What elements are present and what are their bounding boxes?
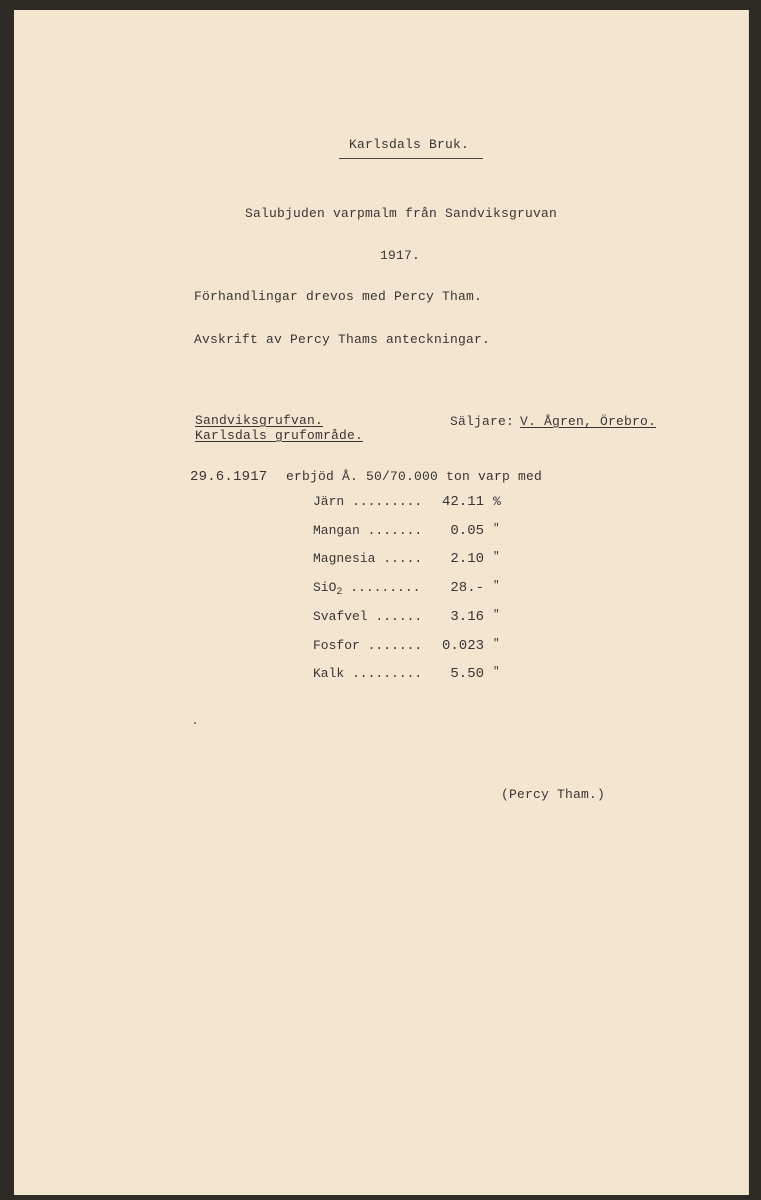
analysis-element-name: Järn ......... <box>313 494 423 509</box>
analysis-row <box>313 551 533 569</box>
analysis-value: 42.11 <box>441 494 484 510</box>
signature: (Percy Tham.) <box>501 787 606 802</box>
document-year: 1917. <box>380 248 421 263</box>
analysis-row <box>313 580 533 598</box>
analysis-row <box>313 609 533 627</box>
analysis-value: 5.50 <box>450 666 484 683</box>
document-page <box>14 10 749 1195</box>
analysis-value: 0.05 <box>450 522 484 539</box>
analysis-element-name <box>313 580 420 598</box>
analysis-element-subscript: 2 <box>336 587 343 599</box>
analysis-value: 3.16 <box>450 608 484 625</box>
seller-name: V. Ågren, Örebro. <box>520 414 657 429</box>
analysis-element-name: Mangan ....... <box>313 522 423 538</box>
analysis-element-name: Kalk ......... <box>313 666 423 682</box>
document-title: Karlsdals Bruk. <box>349 137 470 152</box>
analysis-row <box>313 666 533 684</box>
mine-name: Sandviksgrufvan. <box>195 413 324 428</box>
analysis-row <box>313 494 533 512</box>
analysis-unit: " <box>493 551 500 564</box>
transcript-note: Avskrift av Percy Thams anteckningar. <box>194 332 491 347</box>
analysis-element-name: Svafvel ...... <box>313 608 423 624</box>
analysis-unit: " <box>493 522 500 535</box>
title-underline <box>339 158 483 159</box>
ink-dot <box>194 722 196 724</box>
analysis-row <box>313 523 533 541</box>
analysis-unit: " <box>493 666 500 679</box>
analysis-row <box>313 638 533 656</box>
analysis-element-name: Fosfor ....... <box>313 637 423 653</box>
analysis-unit: " <box>493 580 500 593</box>
analysis-unit: " <box>493 608 500 621</box>
analysis-element-name: Magnesia ..... <box>313 551 423 567</box>
mine-area: Karlsdals grufområde. <box>195 428 364 443</box>
offer-text: erbjöd Å. 50/70.000 ton varp med <box>286 469 543 484</box>
analysis-value: 2.10 <box>450 551 484 568</box>
seller-label: Säljare: <box>450 414 515 429</box>
analysis-value: 28.- <box>450 580 484 597</box>
analysis-unit: % <box>493 494 501 509</box>
analysis-unit: " <box>493 637 500 650</box>
offer-date: 29.6.1917 <box>190 469 268 485</box>
analysis-value: 0.023 <box>441 637 484 654</box>
negotiation-note: Förhandlingar drevos med Percy Tham. <box>194 289 483 304</box>
analysis-element-name-base: SiO <box>313 580 337 596</box>
document-subtitle: Salubjuden varpmalm från Sandviksgruvan <box>245 206 558 221</box>
analysis-element-leader: ......... <box>342 580 421 596</box>
